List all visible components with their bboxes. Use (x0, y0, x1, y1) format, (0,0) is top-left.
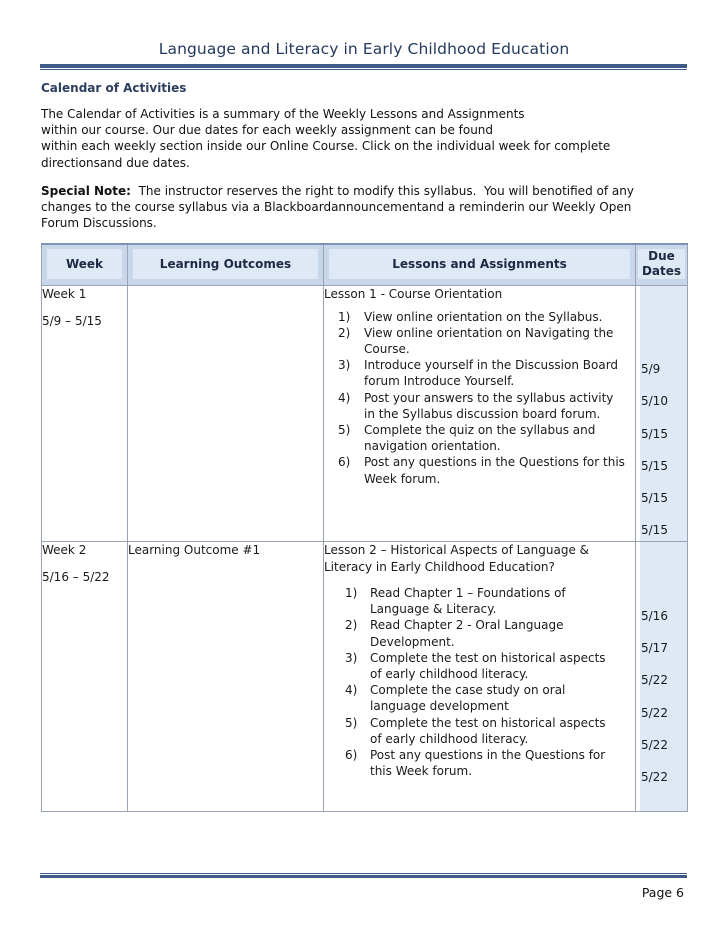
task-number: 1) (338, 309, 351, 324)
special-note-line: changes to the course syllabus via a Blackboardannouncementand a reminderin our Weekly Open (41, 200, 632, 215)
special-note-label: Special Note: (41, 184, 131, 198)
table-row (42, 286, 688, 542)
task-number: 1) (345, 586, 358, 600)
task-text: Complete the test on historical aspects (370, 650, 606, 665)
calendar-table (41, 243, 688, 812)
task-number: 4) (338, 390, 351, 405)
due-date: 5/15 (641, 427, 668, 441)
header-week (42, 244, 128, 286)
list-item (324, 357, 635, 389)
header-due-label (638, 249, 685, 279)
lesson-cell (324, 542, 636, 812)
due-date: 5/10 (641, 394, 668, 408)
list-item (324, 650, 635, 682)
intro-line: within our course. Our due dates for each weekly assignment can be found (41, 123, 494, 138)
due-date: 5/22 (641, 673, 668, 687)
special-note-text: The instructor reserves the right to modify this syllabus. You will benotified of any (130, 184, 634, 198)
intro-paragraph (41, 106, 691, 171)
task-text: Complete the test on historical aspects (370, 715, 606, 730)
lesson-cell (324, 286, 636, 542)
table-header-row (42, 244, 688, 286)
list-item (324, 454, 635, 486)
due-date: 5/22 (641, 706, 668, 720)
task-text: Read Chapter 2 - Oral Language (370, 618, 564, 633)
task-number: 3) (338, 358, 351, 373)
intro-line: directionsand due dates. (41, 155, 190, 170)
task-text: forum Introduce Yourself. (364, 374, 515, 389)
week-cell (42, 286, 128, 542)
list-item (324, 682, 635, 714)
header-due-line: Dates (641, 264, 682, 278)
task-number: 6) (345, 748, 358, 763)
intro-line: The Calendar of Activities is a summary of the Weekly Lessons and Assignments (41, 107, 525, 121)
outcome-cell (128, 542, 324, 812)
due-date: 5/22 (641, 738, 668, 752)
task-text: Week forum. (364, 471, 441, 486)
page-number: Page 6 (641, 885, 684, 900)
header-due-line: Due (648, 249, 675, 263)
document-header-title: Language and Literacy in Early Childhood Education (158, 40, 570, 58)
task-text: language development (370, 699, 509, 714)
due-cell (636, 542, 688, 812)
list-item (324, 715, 635, 747)
task-text: navigation orientation. (364, 439, 501, 454)
task-text: Post your answers to the syllabus activity (364, 390, 614, 405)
task-number: 5) (338, 422, 351, 437)
task-text: Post any questions in the Questions for (370, 748, 606, 763)
task-text: Course. (364, 341, 410, 356)
task-text: View online orientation on the Syllabus. (364, 309, 603, 324)
week-cell (42, 542, 128, 812)
special-note-line: Forum Discussions. (41, 216, 157, 231)
outcome-text: Learning Outcome #1 (128, 543, 261, 557)
due-date: 5/15 (641, 523, 668, 537)
special-note-paragraph (41, 183, 691, 232)
list-item (324, 309, 635, 325)
lesson-title: Lesson 1 - Course Orientation (324, 287, 503, 301)
header-outcomes (128, 244, 324, 286)
task-number: 3) (345, 650, 358, 665)
section-title: Calendar of Activities (41, 81, 187, 95)
list-item (324, 422, 635, 454)
header-week-label: Week (47, 249, 122, 279)
task-text: Complete the quiz on the syllabus and (364, 422, 596, 437)
task-number: 2) (345, 618, 358, 633)
header-lessons-label: Lessons and Assignments (329, 249, 630, 279)
outcome-cell (128, 286, 324, 542)
week-label: Week 2 (42, 543, 87, 557)
header-rule (40, 64, 687, 68)
footer-rule-thin (40, 873, 687, 874)
lesson-title: Lesson 2 – Historical Aspects of Language & (324, 543, 590, 557)
week-dates: 5/16 – 5/22 (42, 569, 110, 584)
due-date: 5/22 (641, 770, 668, 784)
task-text: Introduce yourself in the Discussion Board (364, 358, 619, 373)
table-row (42, 542, 688, 812)
due-date: 5/9 (641, 362, 661, 376)
task-number: 6) (338, 455, 351, 470)
header-outcomes-label: Learning Outcomes (133, 249, 318, 279)
task-text: of early childhood literacy. (370, 667, 529, 682)
due-date: 5/15 (641, 459, 668, 473)
lesson-title: Literacy in Early Childhood Education? (324, 559, 555, 574)
week-dates: 5/9 – 5/15 (42, 313, 102, 328)
task-number: 4) (345, 683, 358, 698)
task-text: Complete the case study on oral (370, 683, 566, 698)
task-list (324, 309, 635, 487)
list-item (324, 747, 635, 779)
task-text: in the Syllabus discussion board forum. (364, 406, 601, 421)
due-date: 5/17 (641, 641, 668, 655)
list-item (324, 585, 635, 617)
task-number: 5) (345, 715, 358, 730)
footer-rule (40, 875, 687, 878)
week-label: Week 1 (42, 287, 87, 301)
due-date: 5/16 (641, 609, 668, 623)
task-text: Development. (370, 634, 455, 649)
task-text: of early childhood literacy. (370, 731, 529, 746)
task-text: Language & Literacy. (370, 602, 497, 617)
task-list (324, 585, 635, 779)
due-date: 5/15 (641, 491, 668, 505)
header-due (636, 244, 688, 286)
task-text: Post any questions in the Questions for this (364, 455, 625, 470)
list-item (324, 617, 635, 649)
task-text: this Week forum. (370, 764, 473, 779)
intro-line: within each weekly section inside our Online Course. Click on the individual week for complete (41, 139, 611, 154)
header-lessons (324, 244, 636, 286)
task-text: View online orientation on Navigating the (364, 325, 614, 340)
task-text: Read Chapter 1 – Foundations of (370, 586, 566, 600)
task-number: 2) (338, 325, 351, 340)
header-rule-thin (40, 69, 687, 70)
due-cell (636, 286, 688, 542)
special-note-line (41, 183, 691, 199)
list-item (324, 390, 635, 422)
list-item (324, 325, 635, 357)
